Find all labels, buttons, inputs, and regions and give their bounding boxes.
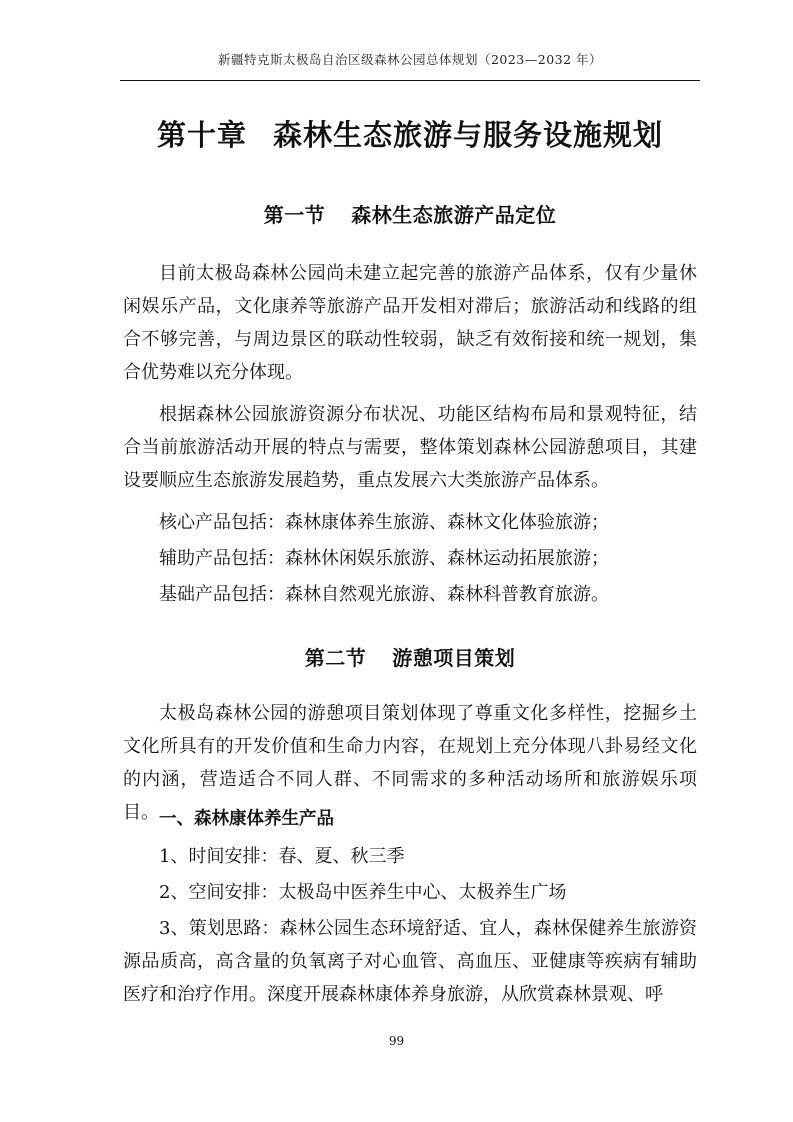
- subsection-heading: 一、森林康体养生产品: [159, 809, 334, 829]
- chapter-number: 第十章: [156, 118, 247, 152]
- section-title-2: [60, 642, 760, 671]
- page-number: 99: [388, 1034, 405, 1048]
- header-rule: [120, 80, 700, 81]
- paragraph-planning: 根据森林公园旅游资源分布状况、功能区结构布局和景观特征，结合当前旅游活动开展的特点与需要，整体策划森林公园游憩项目，其建设要顺应生态旅游发展趋势，重点发展六大类旅游产品体系。: [123, 404, 697, 491]
- auxiliary-products-line: 辅助产品包括：森林休闲娱乐旅游、森林运动拓展旅游；: [159, 548, 609, 569]
- space-arrangement-line: 2、空间安排：太极岛中医养生中心、太极养生广场: [159, 882, 567, 903]
- core-products-line: 核心产品包括：森林康体养生旅游、森林文化体验旅游；: [159, 512, 609, 533]
- section-number: 第二节: [304, 646, 367, 670]
- time-arrangement-line: 1、时间安排：春、夏、秋三季: [159, 846, 405, 867]
- chapter-name: 森林生态旅游与服务设施规划: [273, 118, 664, 152]
- paragraph-recreation: 太极岛森林公园的游憩项目策划体现了尊重文化多样性，挖掘乡土文化所具有的开发价值和生命力内容，在规划上充分体现八卦易经文化的内涵，营造适合不同人群、不同需求的多种活动场所和旅游娱乐项目。: [123, 703, 697, 823]
- running-header: 新疆特克斯太极岛自治区级森林公园总体规划（2023—2032 年）: [217, 52, 603, 67]
- section-name: 森林生态旅游产品定位: [351, 203, 557, 227]
- chapter-title: [60, 113, 760, 154]
- paragraph-status: 目前太极岛森林公园尚未建立起完善的旅游产品体系，仅有少量休闲娱乐产品，文化康养等旅游产品开发相对滞后；旅游活动和线路的组合不够完善，与周边景区的联动性较弱，缺乏有效衔接和统一规划，集合优势难以充分体现。: [123, 263, 697, 383]
- section-name: 游憩项目策划: [392, 646, 516, 670]
- section-number: 第一节: [263, 203, 326, 227]
- basic-products-line: 基础产品包括：森林自然观光旅游、森林科普教育旅游。: [159, 584, 609, 605]
- section-title-1: [60, 199, 760, 228]
- paragraph-planning-idea: 3、策划思路：森林公园生态环境舒适、宜人，森林保健养生旅游资源品质高，高含量的负氧离子对心血管、高血压、亚健康等疾病有辅助医疗和治疗作用。深度开展森林康体养身旅游，从欣赏森林景观、呼: [123, 918, 697, 1005]
